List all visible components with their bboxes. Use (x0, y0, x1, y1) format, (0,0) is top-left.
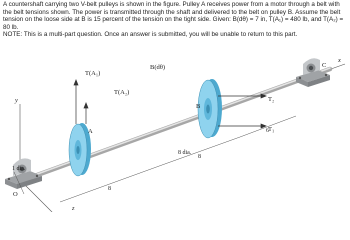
label-t1: T₁ (268, 126, 275, 133)
label-pulley-b: B (196, 103, 201, 110)
label-t2: T₂ (268, 96, 275, 103)
problem-statement (3, 1, 347, 39)
problem-paragraph: A countershaft carrying two V-belt pulleys is shown in the figure. Pulley A receives power from a motor through a belt with the belt tensions shown. The power is transmitted through the shaft and delivered to the belt on pulley B. Assume the belt tension on the loose side at B is 15 percent of the tension on the tight side. Given: B(dθ) = 7 in, T(A₁) = 480 lb, and T(A₂) = 80 lb. (3, 1, 344, 31)
dim-line-8b (162, 137, 240, 165)
countershaft-figure (0, 52, 350, 212)
shaft (18, 68, 330, 182)
problem-note: NOTE: This is a multi-part question. Once an answer is submitted, you will be unable to return to this part. (3, 31, 298, 39)
label-b-d: B(dθ) (150, 64, 166, 71)
label-axis-x: x (338, 57, 341, 64)
label-t-a2: T(A₂) (114, 89, 130, 96)
t-a2-arrowhead (84, 103, 88, 108)
label-dim-6: 6 (266, 128, 269, 134)
label-dim-8a: 8 (108, 186, 111, 192)
label-axis-y: y (15, 97, 18, 104)
countershaft-diagram (0, 52, 350, 212)
t-a1-arrowhead (74, 80, 78, 85)
pulley-b (198, 79, 222, 138)
label-shaft-dia: 1 dia. (12, 166, 26, 172)
label-pulley-a: A (88, 128, 93, 135)
label-pulley-dia: 8 dia. (178, 150, 192, 156)
label-bearing-o: O (13, 191, 18, 198)
dimension-lines (14, 116, 296, 202)
label-dim-8b: 8 (198, 154, 201, 160)
label-axis-z: z (72, 205, 75, 212)
label-t-a1: T(A₁) (85, 70, 101, 77)
label-bearing-c: C (322, 62, 327, 69)
tension-arrows-a (74, 80, 88, 124)
axes (20, 64, 345, 212)
